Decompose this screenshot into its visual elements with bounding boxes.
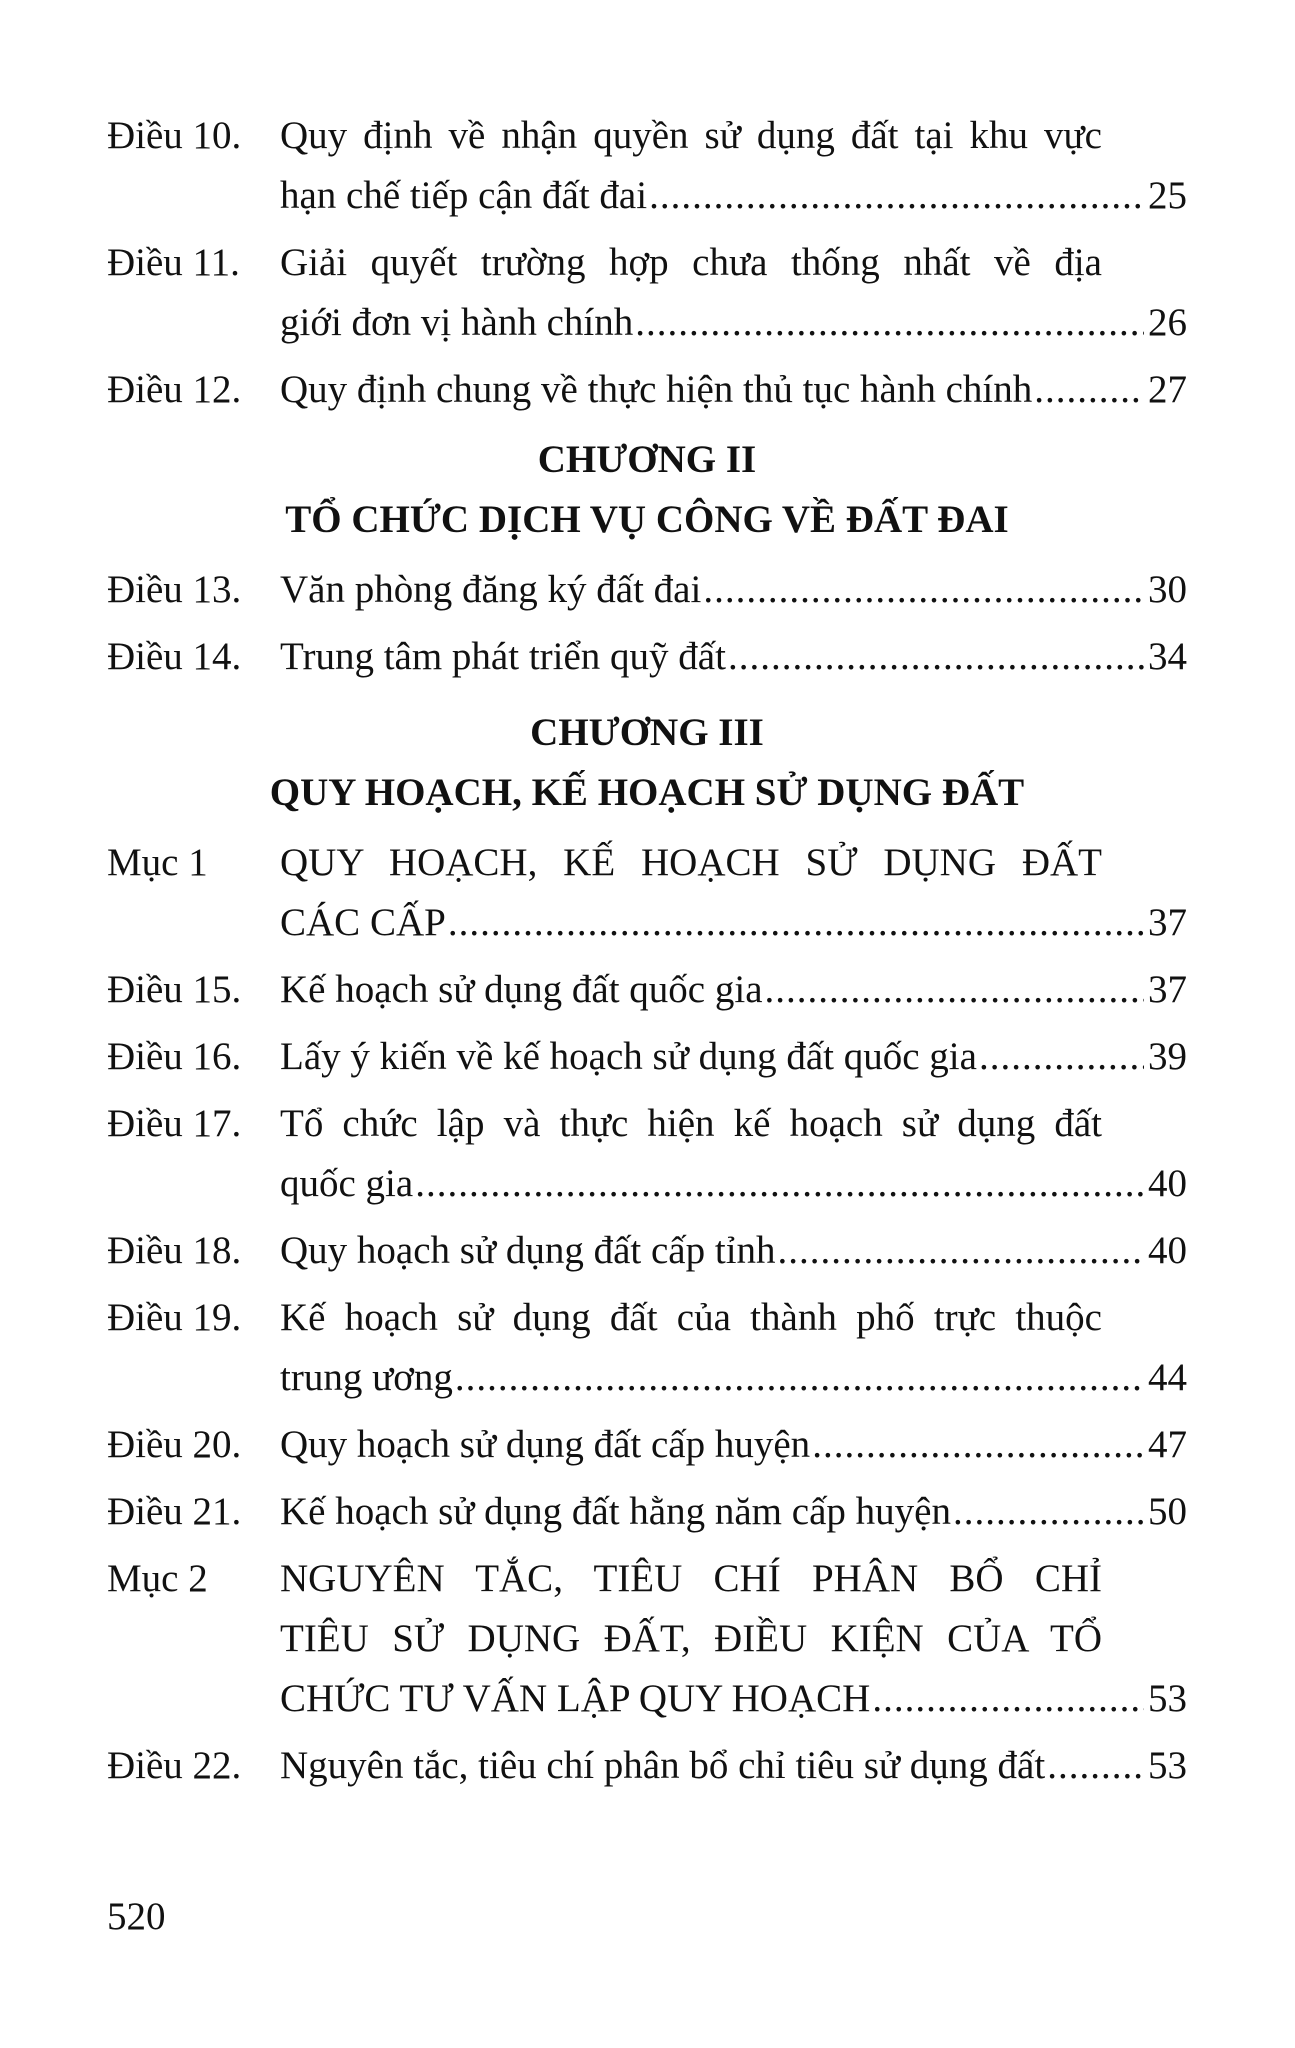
dot-leader: [778, 1221, 1144, 1281]
chapter-heading-number: CHƯƠNG III: [530, 711, 764, 754]
toc-entry-page-number: 34: [1148, 635, 1187, 678]
toc-entry-page-number: 47: [1148, 1423, 1187, 1466]
dot-leader: [812, 1415, 1144, 1475]
toc-group-chapter2: [107, 560, 1187, 687]
toc-entry-page-number: 44: [1148, 1356, 1187, 1399]
toc-entry-title-line: Quy hoạch sử dụng đất cấp tỉnh: [280, 1229, 776, 1272]
toc-entry-title-line: Kế hoạch sử dụng đất quốc gia: [280, 968, 763, 1011]
toc-entry-page-number: 40: [1148, 1229, 1187, 1272]
toc-entry: [107, 1415, 1187, 1475]
toc-entry-label: Mục 1: [107, 841, 208, 884]
toc-entry-page-number: 37: [1148, 901, 1187, 944]
toc-entry-page-number: 26: [1148, 301, 1187, 344]
toc-entry-leader-line: [280, 560, 1187, 620]
toc-entry-body: [280, 560, 1187, 620]
toc-entry-leader-line: [280, 1348, 1187, 1408]
toc-entry-title-line: Kế hoạch sử dụng đất hằng năm cấp huyện: [280, 1490, 951, 1533]
toc-entry-body: [280, 627, 1187, 687]
toc-entry-title-line: Kế hoạch sử dụng đất của thành phố trực thuộc: [280, 1296, 1102, 1339]
toc-entry-body: [280, 360, 1187, 420]
toc-entry-body: [280, 1221, 1187, 1281]
toc-entry-title-line: NGUYÊN TẮC, TIÊU CHÍ PHÂN BỔ CHỈ: [280, 1557, 1102, 1600]
toc-entry-page-number: 40: [1148, 1162, 1187, 1205]
toc-entry: [107, 833, 1187, 953]
toc-entry-leader-line: [280, 293, 1187, 353]
toc-entry-label: Điều 10.: [107, 114, 242, 157]
toc-entry: [107, 233, 1187, 353]
toc-entry-title-line: hạn chế tiếp cận đất đai: [280, 174, 648, 217]
dot-leader: [649, 166, 1144, 226]
toc-entry-label: Điều 20.: [107, 1423, 242, 1466]
toc-entry-page-number: 37: [1148, 968, 1187, 1011]
toc-entry-title-line: Nguyên tắc, tiêu chí phân bổ chỉ tiêu sử dụng đất: [280, 1744, 1046, 1787]
toc-entry-title-line: CÁC CẤP: [280, 901, 446, 944]
dot-leader: [1047, 1736, 1144, 1796]
toc-entry-body: [280, 106, 1187, 226]
toc-entry: [107, 960, 1187, 1020]
toc-entry: [107, 1288, 1187, 1408]
toc-entry-title-line: Tổ chức lập và thực hiện kế hoạch sử dụng đất: [280, 1102, 1102, 1145]
toc-group-chapter3: [107, 833, 1187, 1796]
toc-entry-leader-line: [280, 1482, 1187, 1542]
toc-entry-leader-line: [280, 1415, 1187, 1475]
dot-leader: [765, 960, 1144, 1020]
dot-leader: [728, 627, 1144, 687]
toc-entry-title-line: TIÊU SỬ DỤNG ĐẤT, ĐIỀU KIỆN CỦA TỔ: [280, 1617, 1102, 1660]
toc-entry-page-number: 53: [1148, 1744, 1187, 1787]
toc-entry-body: [280, 1482, 1187, 1542]
toc-entry-title-line: Trung tâm phát triển quỹ đất: [280, 635, 726, 678]
dot-leader: [872, 1669, 1144, 1729]
dot-leader: [1034, 360, 1144, 420]
toc-entry-title-line: trung ương: [280, 1356, 453, 1399]
toc-entry-page-number: 39: [1148, 1035, 1187, 1078]
dot-leader: [455, 1348, 1144, 1408]
toc-entry-leader-line: [280, 627, 1187, 687]
toc-group-chapter1-tail: [107, 106, 1187, 420]
toc-entry: [107, 1736, 1187, 1796]
toc-entry: [107, 360, 1187, 420]
dot-leader: [415, 1154, 1144, 1214]
toc-entry-label: Điều 11.: [107, 241, 240, 284]
toc-entry: [107, 1094, 1187, 1214]
toc-entry-title-line: giới đơn vị hành chính: [280, 301, 634, 344]
toc-entry-leader-line: [280, 1669, 1187, 1729]
dot-leader: [953, 1482, 1144, 1542]
toc-entry: [107, 627, 1187, 687]
toc-entry-leader-line: [280, 1221, 1187, 1281]
toc-entry-label: Điều 18.: [107, 1229, 242, 1272]
toc-entry-body: [280, 1094, 1187, 1214]
toc-entry-page-number: 53: [1148, 1677, 1187, 1720]
toc-entry: [107, 1549, 1187, 1729]
toc-entry-body: [280, 960, 1187, 1020]
toc-entry-leader-line: [280, 360, 1187, 420]
toc-entry-page-number: 50: [1148, 1490, 1187, 1533]
table-of-contents: [107, 106, 1187, 1796]
toc-entry-page-number: 27: [1148, 368, 1187, 411]
chapter-heading-title: QUY HOẠCH, KẾ HOẠCH SỬ DỤNG ĐẤT: [269, 771, 1025, 814]
toc-entry-title-line: CHỨC TƯ VẤN LẬP QUY HOẠCH: [280, 1677, 871, 1720]
toc-entry-leader-line: [280, 1027, 1187, 1087]
toc-entry-title-line: Giải quyết trường hợp chưa thống nhất về địa: [280, 241, 1102, 284]
toc-entry-body: [280, 1027, 1187, 1087]
toc-entry-label: Điều 17.: [107, 1102, 242, 1145]
dot-leader: [448, 893, 1144, 953]
toc-entry-label: Điều 15.: [107, 968, 242, 1011]
toc-entry: [107, 1027, 1187, 1087]
toc-entry-label: Điều 19.: [107, 1296, 242, 1339]
toc-entry-leader-line: [280, 1154, 1187, 1214]
toc-entry-title-line: Quy hoạch sử dụng đất cấp huyện: [280, 1423, 811, 1466]
toc-entry-label: Điều 16.: [107, 1035, 242, 1078]
toc-entry-leader-line: [280, 166, 1187, 226]
toc-entry-label: Mục 2: [107, 1557, 208, 1600]
toc-entry-leader-line: [280, 893, 1187, 953]
chapter-heading-title: TỔ CHỨC DỊCH VỤ CÔNG VỀ ĐẤT ĐAI: [285, 498, 1009, 541]
dot-leader: [979, 1027, 1144, 1087]
toc-entry-title-line: Văn phòng đăng ký đất đai: [280, 568, 702, 611]
toc-entry-label: Điều 22.: [107, 1744, 242, 1787]
toc-entry-title-line: Quy định chung về thực hiện thủ tục hành chính: [280, 368, 1033, 411]
toc-entry: [107, 106, 1187, 226]
toc-entry-leader-line: [280, 960, 1187, 1020]
toc-entry-label: Điều 13.: [107, 568, 242, 611]
toc-entry-body: [280, 1288, 1187, 1408]
toc-entry-title-line: Lấy ý kiến về kế hoạch sử dụng đất quốc gia: [280, 1035, 977, 1078]
toc-entry-page-number: 25: [1148, 174, 1187, 217]
toc-entry-page-number: 30: [1148, 568, 1187, 611]
toc-entry: [107, 1482, 1187, 1542]
toc-entry-leader-line: [280, 1736, 1187, 1796]
dot-leader: [703, 560, 1144, 620]
toc-entry-label: Điều 21.: [107, 1490, 242, 1533]
toc-entry-body: [280, 1549, 1187, 1729]
toc-entry-label: Điều 14.: [107, 635, 242, 678]
chapter-heading-number: CHƯƠNG II: [537, 438, 757, 481]
toc-entry-label: Điều 12.: [107, 368, 242, 411]
toc-entry-body: [280, 833, 1187, 953]
toc-entry-title-line: QUY HOẠCH, KẾ HOẠCH SỬ DỤNG ĐẤT: [280, 841, 1102, 884]
toc-entry-title-line: quốc gia: [280, 1162, 414, 1205]
toc-entry-body: [280, 233, 1187, 353]
page-number: 520: [107, 1895, 166, 1938]
toc-entry-title-line: Quy định về nhận quyền sử dụng đất tại khu vực: [280, 114, 1102, 157]
toc-entry-body: [280, 1736, 1187, 1796]
toc-entry-body: [280, 1415, 1187, 1475]
toc-entry: [107, 1221, 1187, 1281]
dot-leader: [635, 293, 1144, 353]
toc-entry: [107, 560, 1187, 620]
